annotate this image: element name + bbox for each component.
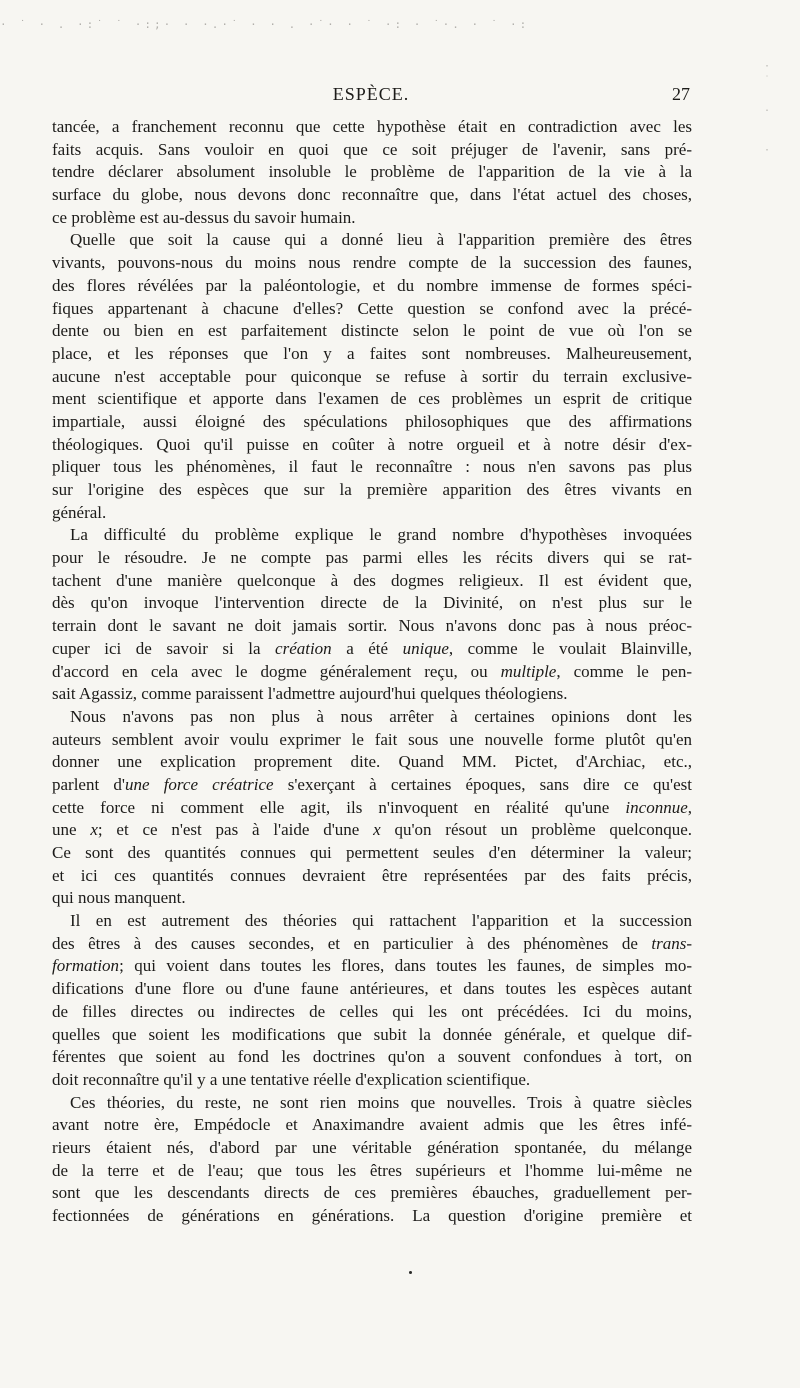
text-line: surface du globe, nous devons donc reconnaître que, dans l'état actuel des choses, [52, 185, 692, 205]
text-line: et ici ces quantités connues devraient être représentées par des faits précis, [52, 865, 692, 885]
text-line: sur l'origine des espèces que sur la première apparition des êtres vivants en [52, 480, 692, 499]
text-line: général. [52, 502, 107, 522]
text-line: impartiale, aussi éloigné des spéculations philosophiques que des affirmations [52, 411, 692, 431]
paragraph [52, 1092, 692, 1228]
text-line: difications d'une flore ou d'une faune antérieures, et dans toutes les espèces autant [52, 979, 692, 999]
text-line: de la terre et de l'eau; que tous les êtres supérieurs et l'homme lui-même ne [52, 1160, 692, 1180]
text-line: dès qu'on invoque l'intervention directe de la Divinité, on n'est plus sur le [52, 593, 692, 613]
text-line: une x; et ce n'est pas à l'aide d'une x qu'on résout un problème quelconque. [52, 820, 693, 840]
text-line: rieurs étaient nés, d'abord par une véritable génération spontanée, du mélange [52, 1137, 692, 1157]
scan-noise-right: · ˙ . · [764, 61, 771, 156]
text-line: Ce sont des quantités connues qui permettent seules d'en déterminer la valeur; [52, 843, 692, 862]
paragraph [52, 229, 692, 524]
scan-noise-top: · ˙ · . ·:˙ ˙ ·:;· · ·.·˙ · · . ·˙· · ˙ ·: · ˙·. · ˙ ·: [0, 18, 530, 31]
text-line: férentes que soient au fond les doctrines qu'on a souvent confondues à tort, on [52, 1047, 692, 1067]
page-number: 27 [672, 84, 690, 104]
text-line: faits acquis. Sans vouloir en quoi que ce soit préjuger de l'avenir, sans pré- [52, 139, 692, 159]
paragraph [52, 706, 692, 910]
text-line: aucune n'est acceptable pour quiconque se refuse à sortir du terrain exclusive- [52, 366, 692, 386]
text-line: cuper ici de savoir si la création a été unique, comme le voulait Blainville, [52, 638, 692, 658]
text-line: tendre déclarer absolument insoluble le problème de l'apparition de la vie à la [52, 162, 692, 182]
paragraph [52, 116, 692, 229]
text-line: de filles directes ou indirectes de celles qui les ont précédées. Ici du moins, [52, 1001, 692, 1021]
text-line: Quelle que soit la cause qui a donné lieu à l'apparition première des êtres [70, 230, 692, 250]
text-line: donner une explication proprement dite. Quand MM. Pictet, d'Archiac, etc., [52, 752, 692, 772]
text-line: tachent d'une manière quelconque à des dogmes religieux. Il est évident que, [52, 570, 692, 590]
text-line: avant notre ère, Empédocle et Anaximandre avaient admis que les êtres infé- [52, 1115, 692, 1135]
text-line: ment scientifique et apporte dans l'examen de ces problèmes un esprit de critique [52, 389, 692, 409]
text-line: d'accord en cela avec le dogme généralement reçu, ou multiple, comme le pen- [52, 661, 693, 681]
text-line: sait Agassiz, comme paraissent l'admettre aujourd'hui quelques théologiens. [52, 684, 568, 704]
text-line: vivants, pouvons-nous du moins nous rendre compte de la succession des faunes, [52, 253, 692, 273]
text-line: théologiques. Quoi qu'il puisse en coûter à notre orgueil et à notre désir d'ex- [52, 434, 692, 454]
text-line: tancée, a franchement reconnu que cette hypothèse était en contradiction avec les [52, 117, 692, 136]
paragraph [52, 524, 692, 706]
text-line: dente ou bien en est parfaitement distincte selon le point de vue où l'on se [52, 321, 692, 341]
stray-mark [409, 1271, 412, 1274]
text-line: Ces théories, du reste, ne sont rien moins que nouvelles. Trois à quatre siècles [70, 1092, 692, 1112]
page-header [52, 84, 690, 110]
paragraph [52, 910, 692, 1092]
text-line: fectionnées de générations en générations. La question d'origine première et [52, 1206, 692, 1225]
running-title: ESPÈCE. [332, 84, 410, 104]
text-line: ce problème est au-dessus du savoir humain. [52, 207, 356, 227]
text-line: place, et les réponses que l'on y a faites sont nombreuses. Malheureusement, [52, 343, 692, 363]
text-line: des flores révélées par la paléontologie, et du nombre immense de formes spéci- [52, 275, 692, 295]
text-line: pliquer tous les phénomènes, il faut le reconnaître : nous n'en savons pas plus [52, 457, 692, 477]
text-line: terrain dont le savant ne doit jamais sortir. Nous n'avons donc pas à nous préoc- [52, 616, 692, 636]
text-line: fiques appartenant à chacune d'elles? Cette question se confond avec la précé- [52, 298, 692, 318]
text-line: Il en est autrement des théories qui rattachent l'apparition et la succession [70, 911, 692, 931]
text-line: qui nous manquent. [52, 888, 186, 908]
body-text [52, 116, 692, 1228]
text-line: pour le résoudre. Je ne compte pas parmi elles les récits divers qui se rat- [52, 548, 692, 568]
text-line: doit reconnaître qu'il y a une tentative réelle d'explication scientifique. [52, 1069, 531, 1089]
text-line: des êtres à des causes secondes, et en particulier à des phénomènes de trans- [52, 933, 692, 953]
text-line: auteurs semblent avoir voulu exprimer le fait sous une nouvelle forme plutôt qu'en [52, 729, 692, 749]
text-line: quelles que soient les modifications que subit la donnée générale, et quelque dif- [52, 1024, 692, 1044]
text-line: La difficulté du problème explique le grand nombre d'hypothèses invoquées [70, 525, 692, 545]
text-line: cette force ni comment elle agit, ils n'invoquent en réalité qu'une inconnue, [52, 797, 692, 817]
text-line: parlent d'une force créatrice s'exerçant à certaines époques, sans dire ce qu'est [52, 774, 692, 794]
text-line: formation; qui voient dans toutes les flores, dans toutes les faunes, de simples mo- [52, 956, 692, 976]
text-line: Nous n'avons pas non plus à nous arrêter à certaines opinions dont les [70, 706, 692, 726]
text-line: sont que les descendants directs de ces premières ébauches, graduellement per- [52, 1183, 692, 1203]
